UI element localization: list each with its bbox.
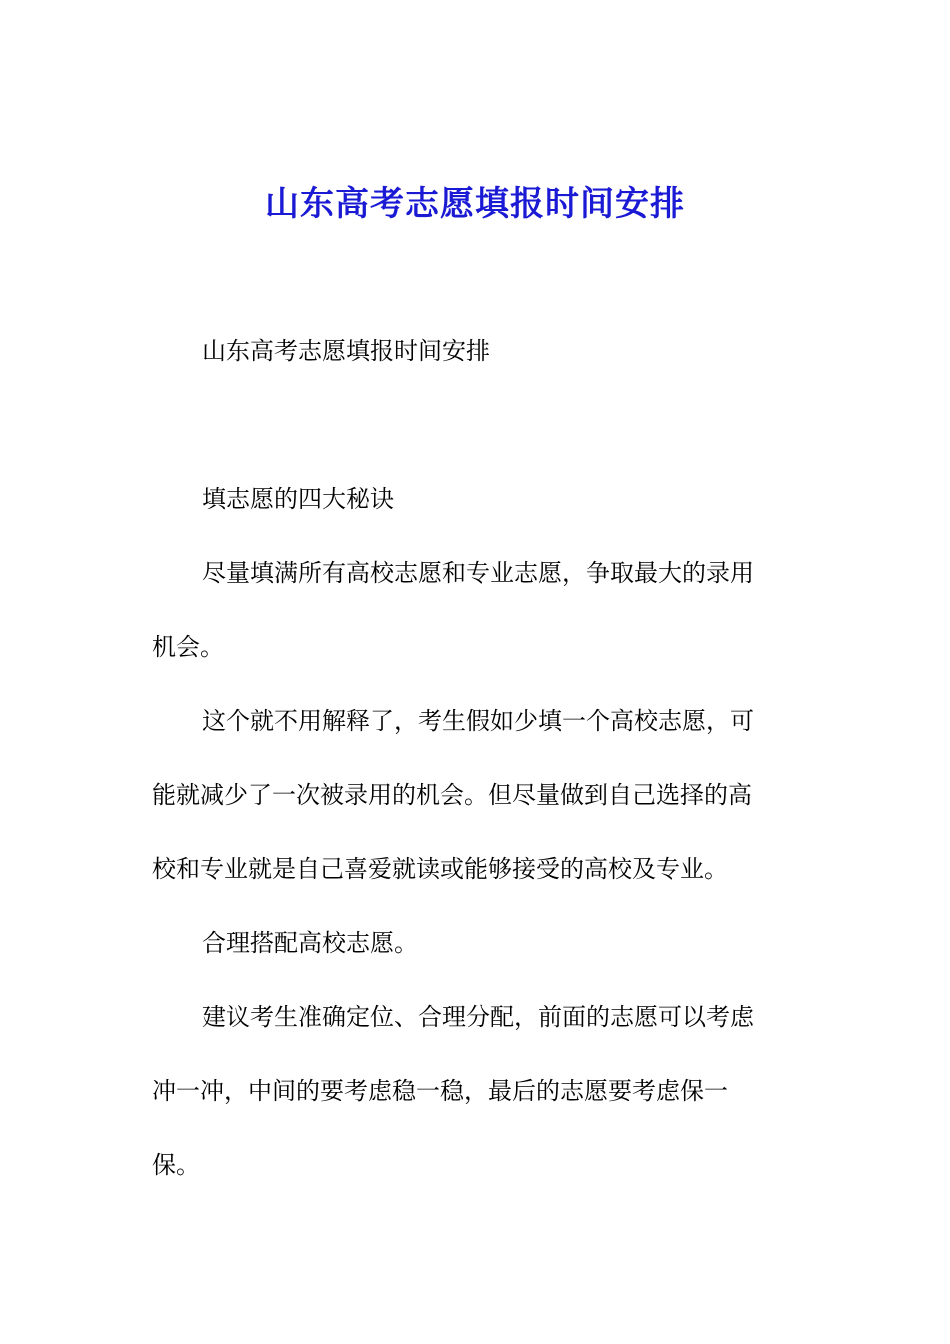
paragraph-heading-tips	[152, 462, 792, 536]
paragraph-line: 尽量填满所有高校志愿和专业志愿，争取最大的录用	[202, 559, 754, 587]
paragraph-tip-one	[152, 536, 792, 684]
paragraph-line: 校和专业就是自己喜爱就读或能够接受的高校及专业。	[152, 855, 728, 883]
document-title: 山东高考志愿填报时间安排	[265, 184, 685, 224]
paragraph-line: 合理搭配高校志愿。	[202, 929, 418, 957]
paragraph-line: 山东高考志愿填报时间安排	[202, 337, 490, 365]
paragraph-line: 能就减少了一次被录用的机会。但尽量做到自己选择的高	[152, 781, 752, 809]
paragraph-line: 机会。	[152, 633, 224, 661]
paragraph-line: 填志愿的四大秘诀	[202, 485, 394, 513]
paragraph-tip-two	[152, 906, 792, 980]
paragraph-line: 保。	[152, 1151, 200, 1179]
paragraph-tip-two-explain	[152, 980, 792, 1202]
paragraph-line: 建议考生准确定位、合理分配，前面的志愿可以考虑	[202, 1003, 754, 1031]
paragraph-line: 冲一冲，中间的要考虑稳一稳，最后的志愿要考虑保一	[152, 1077, 728, 1105]
paragraph-tip-one-explain	[152, 684, 792, 906]
paragraph-line: 这个就不用解释了，考生假如少填一个高校志愿，可	[202, 707, 754, 735]
paragraph-subtitle	[152, 314, 792, 388]
